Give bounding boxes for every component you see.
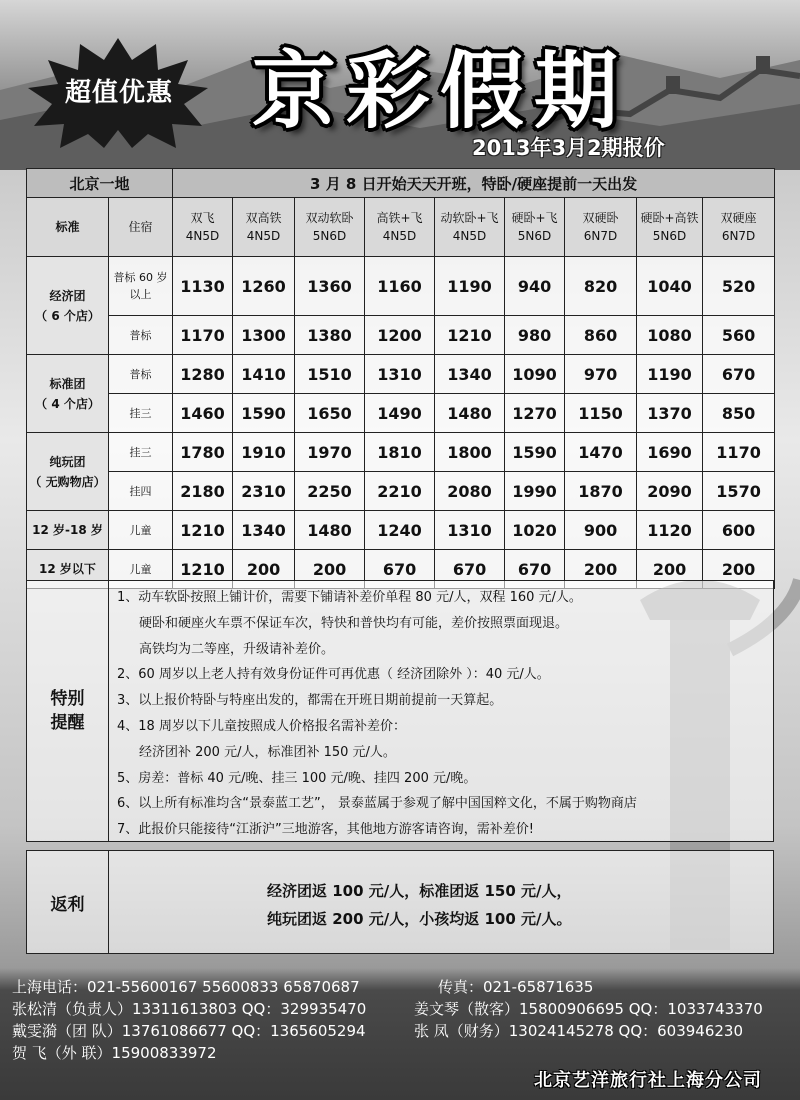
price-cell: 1800 bbox=[435, 433, 505, 472]
price-cell: 560 bbox=[703, 316, 775, 355]
lodging-cell: 普标 bbox=[109, 355, 173, 394]
price-cell: 1410 bbox=[233, 355, 295, 394]
rebate-section bbox=[26, 850, 774, 954]
note-item: 硬卧和硬座火车票不保证车次，特快和普快均有可能，差价按照票面现退。 bbox=[139, 615, 569, 631]
price-cell: 1090 bbox=[505, 355, 565, 394]
col-header bbox=[435, 198, 505, 257]
price-cell: 1310 bbox=[435, 511, 505, 550]
col-header bbox=[565, 198, 637, 257]
price-cell: 1590 bbox=[233, 394, 295, 433]
price-cell: 1490 bbox=[365, 394, 435, 433]
price-cell: 1020 bbox=[505, 511, 565, 550]
col-header bbox=[703, 198, 775, 257]
table-row bbox=[27, 433, 775, 472]
price-cell: 1570 bbox=[703, 472, 775, 511]
price-cell: 1260 bbox=[233, 257, 295, 316]
price-cell: 1150 bbox=[565, 394, 637, 433]
price-cell: 1170 bbox=[173, 316, 233, 355]
contact-person: 张松清（负责人）13311613803 QQ：329935470 bbox=[12, 1000, 367, 1018]
col-header-name: 硬卧+飞 bbox=[511, 211, 558, 225]
price-cell: 1480 bbox=[295, 511, 365, 550]
price-cell: 200 bbox=[295, 550, 365, 589]
price-cell: 1170 bbox=[703, 433, 775, 472]
group-note: （ 4 个店） bbox=[35, 396, 100, 411]
rebate-label: 返利 bbox=[27, 851, 109, 953]
col-header-name: 双硬座 bbox=[720, 211, 757, 225]
price-rows bbox=[27, 257, 775, 589]
lodging-cell: 挂四 bbox=[109, 472, 173, 511]
promo-badge-text: 超值优惠 bbox=[64, 78, 173, 108]
price-cell: 1970 bbox=[295, 433, 365, 472]
lodging-cell: 儿童 bbox=[109, 550, 173, 589]
notes-label-line2: 提醒 bbox=[50, 713, 85, 733]
price-cell: 1810 bbox=[365, 433, 435, 472]
price-cell: 1910 bbox=[233, 433, 295, 472]
group-cell bbox=[27, 433, 109, 511]
table-row bbox=[27, 472, 775, 511]
rebate-line: 纯玩团返 200 元/人，小孩均返 100 元/人。 bbox=[267, 910, 572, 928]
price-cell: 200 bbox=[233, 550, 295, 589]
price-cell: 1080 bbox=[637, 316, 703, 355]
price-cell: 850 bbox=[703, 394, 775, 433]
price-table bbox=[26, 168, 775, 589]
price-cell: 2250 bbox=[295, 472, 365, 511]
fax-line: 传真：021-65871635 bbox=[438, 978, 594, 996]
price-cell: 1650 bbox=[295, 394, 365, 433]
note-item: 经济团补 200 元/人，标准团补 150 元/人。 bbox=[139, 744, 396, 760]
price-cell: 1190 bbox=[435, 257, 505, 316]
note-item: 4、18 周岁以下儿童按照成人价格报名需补差价： bbox=[117, 718, 406, 734]
price-cell: 670 bbox=[703, 355, 775, 394]
price-cell: 1470 bbox=[565, 433, 637, 472]
col-header-days: 5N6D bbox=[517, 229, 552, 243]
notes-label bbox=[27, 581, 109, 841]
price-cell: 1360 bbox=[295, 257, 365, 316]
price-cell: 1120 bbox=[637, 511, 703, 550]
note-item: 3、以上报价特卧与特座出发的，都需在开班日期前提前一天算起。 bbox=[117, 693, 503, 709]
price-cell: 900 bbox=[565, 511, 637, 550]
col-header bbox=[233, 198, 295, 257]
group-name: 12 岁以下 bbox=[39, 562, 96, 576]
col-header-name: 硬卧+高铁 bbox=[640, 211, 699, 225]
price-cell: 1690 bbox=[637, 433, 703, 472]
lodging-cell: 普标 60 岁以上 bbox=[109, 257, 173, 316]
lodging-cell: 儿童 bbox=[109, 511, 173, 550]
group-name: 纯玩团 bbox=[49, 454, 86, 469]
lodging-cell: 挂三 bbox=[109, 433, 173, 472]
price-cell: 1300 bbox=[233, 316, 295, 355]
group-name: 标准团 bbox=[49, 376, 86, 391]
col-header bbox=[173, 198, 233, 257]
price-cell: 600 bbox=[703, 511, 775, 550]
price-cell: 1280 bbox=[173, 355, 233, 394]
table-header-row bbox=[27, 169, 775, 198]
notes-label-line1: 特别 bbox=[50, 689, 85, 709]
col-header-days: 4N5D bbox=[246, 229, 281, 243]
group-note: （ 6 个店） bbox=[35, 308, 100, 323]
col-header-days: 5N6D bbox=[312, 229, 347, 243]
group-cell bbox=[27, 511, 109, 550]
notes-list bbox=[117, 585, 637, 843]
column-header-row bbox=[27, 198, 775, 257]
group-note: （ 无购物店） bbox=[29, 474, 106, 489]
price-cell: 200 bbox=[703, 550, 775, 589]
edition-subtitle: 2013年3月2期报价 bbox=[472, 136, 665, 160]
col-header-name: 高铁+飞 bbox=[376, 211, 423, 225]
col-header-name: 双高铁 bbox=[245, 211, 282, 225]
price-cell: 980 bbox=[505, 316, 565, 355]
price-cell: 1210 bbox=[173, 550, 233, 589]
price-cell: 1130 bbox=[173, 257, 233, 316]
note-item: 6、以上所有标准均含“景泰蓝工艺”， 景泰蓝属于参观了解中国国粹文化，不属于购物商店 bbox=[117, 796, 637, 812]
table-row bbox=[27, 394, 775, 433]
company-name: 北京艺洋旅行社上海分公司 bbox=[534, 1070, 762, 1091]
price-cell: 200 bbox=[637, 550, 703, 589]
col-header bbox=[365, 198, 435, 257]
table-row bbox=[27, 355, 775, 394]
col-header-name: 双飞 bbox=[190, 211, 215, 225]
price-cell: 1510 bbox=[295, 355, 365, 394]
price-cell: 1040 bbox=[637, 257, 703, 316]
price-cell: 1990 bbox=[505, 472, 565, 511]
col-lodging: 住宿 bbox=[109, 198, 173, 257]
lodging-cell: 普标 bbox=[109, 316, 173, 355]
price-cell: 2210 bbox=[365, 472, 435, 511]
lodging-cell: 挂三 bbox=[109, 394, 173, 433]
price-cell: 1270 bbox=[505, 394, 565, 433]
rebate-line: 经济团返 100 元/人，标准团返 150 元/人， bbox=[267, 882, 572, 900]
col-header bbox=[295, 198, 365, 257]
price-cell: 860 bbox=[565, 316, 637, 355]
note-item: 2、60 周岁以上老人持有效身份证件可再优惠（ 经济团除外 ）：40 元/人。 bbox=[117, 667, 550, 683]
group-name: 12 岁-18 岁 bbox=[32, 523, 103, 537]
col-header-days: 6N7D bbox=[583, 229, 618, 243]
schedule-cell: 3 月 8 日开始天天开班，特卧/硬座提前一天出发 bbox=[173, 169, 775, 198]
price-cell: 1870 bbox=[565, 472, 637, 511]
price-cell: 1160 bbox=[365, 257, 435, 316]
col-header-name: 双动软卧 bbox=[305, 211, 354, 225]
price-cell: 1240 bbox=[365, 511, 435, 550]
note-item: 高铁均为二等座，升级请补差价。 bbox=[139, 641, 335, 657]
col-header-days: 5N6D bbox=[652, 229, 687, 243]
contact-person: 姜文琴（散客）15800906695 QQ：1033743370 bbox=[414, 1000, 763, 1018]
price-cell: 1210 bbox=[435, 316, 505, 355]
price-cell: 1380 bbox=[295, 316, 365, 355]
table-row bbox=[27, 316, 775, 355]
price-cell: 200 bbox=[565, 550, 637, 589]
col-header-name: 动软卧+飞 bbox=[440, 211, 499, 225]
group-cell bbox=[27, 355, 109, 433]
price-cell: 520 bbox=[703, 257, 775, 316]
price-cell: 1340 bbox=[435, 355, 505, 394]
note-item: 7、此报价只能接待“江浙沪”三地游客，其他地方游客请咨询，需补差价! bbox=[117, 822, 534, 838]
price-cell: 1190 bbox=[637, 355, 703, 394]
col-header bbox=[505, 198, 565, 257]
group-cell bbox=[27, 257, 109, 355]
price-cell: 2180 bbox=[173, 472, 233, 511]
col-standard: 标准 bbox=[27, 198, 109, 257]
price-cell: 970 bbox=[565, 355, 637, 394]
price-cell: 1780 bbox=[173, 433, 233, 472]
price-cell: 1460 bbox=[173, 394, 233, 433]
col-header bbox=[637, 198, 703, 257]
price-cell: 1480 bbox=[435, 394, 505, 433]
note-item: 1、动车软卧按照上铺计价，需要下铺请补差价单程 80 元/人，双程 160 元/人。 bbox=[117, 590, 582, 605]
col-header-name: 双硬卧 bbox=[582, 211, 619, 225]
phone-line: 上海电话：021-55600167 55600833 65870687 bbox=[12, 978, 360, 996]
col-header-days: 4N5D bbox=[185, 229, 220, 243]
price-cell: 670 bbox=[365, 550, 435, 589]
col-header-days: 4N5D bbox=[382, 229, 417, 243]
page-title: 京彩假期 bbox=[252, 42, 629, 140]
group-name: 经济团 bbox=[49, 288, 86, 303]
table-row bbox=[27, 511, 775, 550]
price-cell: 2080 bbox=[435, 472, 505, 511]
price-cell: 1590 bbox=[505, 433, 565, 472]
price-cell: 820 bbox=[565, 257, 637, 316]
price-cell: 2090 bbox=[637, 472, 703, 511]
price-cell: 1210 bbox=[173, 511, 233, 550]
price-cell: 670 bbox=[435, 550, 505, 589]
col-header-days: 4N5D bbox=[452, 229, 487, 243]
price-cell: 1370 bbox=[637, 394, 703, 433]
contact-info bbox=[12, 976, 763, 1064]
price-cell: 2310 bbox=[233, 472, 295, 511]
rebate-text bbox=[267, 877, 571, 933]
contact-person: 张 凤（财务）13024145278 QQ：603946230 bbox=[414, 1022, 744, 1040]
note-item: 5、房差：普标 40 元/晚、挂三 100 元/晚、挂四 200 元/晚。 bbox=[117, 770, 477, 786]
price-cell: 1310 bbox=[365, 355, 435, 394]
price-cell: 670 bbox=[505, 550, 565, 589]
col-header-days: 6N7D bbox=[721, 229, 756, 243]
price-cell: 1340 bbox=[233, 511, 295, 550]
table-row bbox=[27, 257, 775, 316]
price-cell: 940 bbox=[505, 257, 565, 316]
region-cell: 北京一地 bbox=[27, 169, 173, 198]
price-cell: 1200 bbox=[365, 316, 435, 355]
special-notes-section bbox=[26, 580, 774, 842]
contact-person: 贺 飞（外 联）15900833972 bbox=[12, 1044, 217, 1062]
contact-person: 戴雯漪（团 队）13761086677 QQ：1365605294 bbox=[12, 1022, 366, 1040]
